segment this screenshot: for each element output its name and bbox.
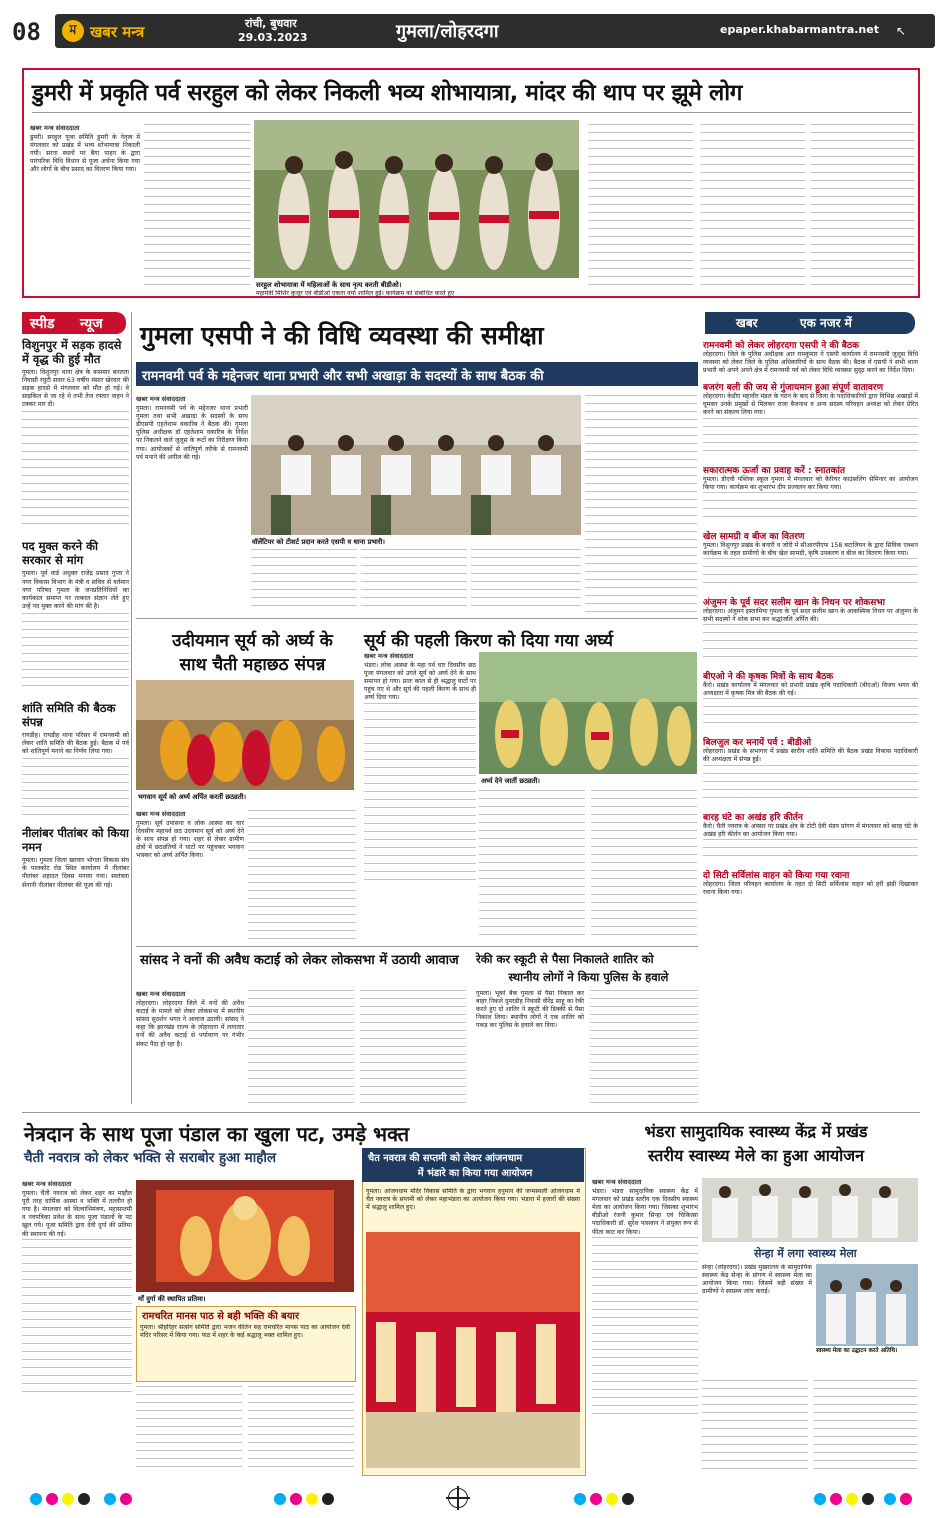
bhandra-col-4 <box>814 1380 918 1474</box>
print-color-bar <box>0 1484 945 1514</box>
sp-story-subhead: रामनवमी पर्व के मद्देनजर थाना प्रभारी और सभी अखाड़ा के सदस्यों के साथ बैठक की <box>142 369 544 384</box>
chhath-left-photo-caption: भगवान सूर्य को अर्घ्य अर्पित करतीं छठव्रती। <box>138 793 247 801</box>
section-divider <box>22 1112 920 1113</box>
chhath-left-photo <box>136 680 354 790</box>
byline: खबर मन्त्र संवाददाता <box>364 652 414 660</box>
brief-item <box>703 463 918 524</box>
senha-photo-caption: स्वास्थ्य मेला का उद्घाटन करते अतिथि। <box>816 1348 898 1354</box>
text-filler <box>703 558 918 590</box>
speed-news-item <box>22 701 129 818</box>
masthead <box>0 0 945 60</box>
story-body: गुमला। चैती नवरात्र को लेकर शहर का माहौल पूरी तरह धार्मिक आस्था व भक्ति में तल्लीन हो गया है। मंगलवार को विल्वाभिमंत्रण, महासप्तमी व नवपत्रिका प्रवेश के साथ पूजा पंडालों के पट खुल गये। पूजा समिति द्वारा देवी दुर्गा की प्रतिमा की स्थापना की गई। <box>22 1190 132 1238</box>
text-filler <box>22 613 129 693</box>
byline: खबर मन्त्र संवाददाता <box>30 124 80 132</box>
bhandra-photo <box>702 1178 918 1242</box>
dateline-date: 29.03.2023 <box>238 31 308 44</box>
page-number: 08 <box>12 18 41 46</box>
speed-news-item <box>22 539 129 692</box>
speed-news-label-b: न्यूज <box>80 316 103 332</box>
brief-title: बिलजुल कर मनायें पर्व : बीडीओ <box>703 738 812 749</box>
scooty-col-1 <box>476 990 584 1106</box>
chhath-left-headline-1: उदीयमान सूर्य को अर्घ्य के <box>172 631 333 651</box>
text-filler <box>703 492 918 524</box>
netradan-headline: नेत्रदान के साथ पूजा पंडाल का खुला पट, उमड़े भक्त <box>24 1122 410 1146</box>
chhath-right-photo <box>479 652 697 774</box>
logo-circle-icon: ম <box>62 20 84 42</box>
speed-news-body: गुमला। पूर्व वार्ड अधुक्त राजेंद्र प्रसाद गुप्ता ने नगर विकास विभाग के मंत्री व सचिव से वर्तमान नगर परिषद गुमला के जनप्रतिनिधियों का कार्यकाल समाप्त पर तत्काल संज्ञान लेते हुए उन्हें पद मुक्त करने की मांग की है। <box>22 570 129 610</box>
brief-body: लोहरदगा। जिले के पुलिस अधीक्षक आर रामकुमार ने एसपी कार्यालय में रामनवमी जुलूस विधि व्यवस्था को लेकर जिले के पुलिस अधिकारियों के साथ बैठक की। बैठक में एसपी ने सभी थाना प्रभारी को अपने अपने क्षेत्र में रामनवमी पर्व को लेकर विधि व्यवस्था सुदृढ़ करने का निर्देश दिया। <box>703 351 918 375</box>
mp-story-col-1 <box>136 990 244 1106</box>
top-story-photo <box>254 120 579 278</box>
anjan-photo <box>366 1232 580 1468</box>
ramcharit-body: गुमला। श्रीहरिहर सत्संग समिति द्वारा भजन कीर्तन सह रामचरित मानस पाठ का आयोजन देवी मंदिर परिसर में किया गया। पाठ में शहर के कई श्रद्धालु भक्त शामिल हुए। <box>140 1324 350 1340</box>
speed-news-title: विशुनपुर में सड़क हादसे में वृद्ध की हुई मौत <box>22 338 122 366</box>
netradan-col-3 <box>136 1386 242 1472</box>
brief-title: बीएओ ने की कृषक मित्रों के साथ बैठक <box>703 672 834 683</box>
text-filler <box>703 765 918 805</box>
section-title: गुमला/लोहरदगा <box>396 21 499 42</box>
meeting-image <box>251 395 581 535</box>
sp-story-photo-caption: वॉलेंटियर को टीशर्ट प्रदान करते एसपी व थाना प्रभारी। <box>252 538 385 546</box>
bhandra-headline-2: स्तरीय स्वास्थ्य मेले का हुआ आयोजन <box>647 1146 864 1165</box>
text-filler <box>703 839 918 863</box>
sp-story-col-3 <box>361 549 467 613</box>
anjan-headline-1: चैत नवरात्र की सप्तमी को लेकर आंजनधाम <box>368 1153 523 1164</box>
speed-news-label-a: स्पीड <box>30 316 55 332</box>
netradan-subhead: चैती नवरात्र को लेकर भक्ति से सराबोर हुआ माहौल <box>24 1150 277 1166</box>
chhath-right-col-3 <box>591 790 697 942</box>
story-lead: डुमरी। सरहुल पूजा समिति डुमरी के नेतृत्व में मंगलवार को प्रखंड में भव्य शोभायात्रा निकाली गयी। सरना स्थलों पर बैगा पाहन के द्वारा पारंपरिक विधि विधान से पूजा अर्चना किया गया और लोगों के बीच प्रसाद का वितरण किया गया। <box>30 134 140 174</box>
mp-story-col-3 <box>360 990 466 1106</box>
health-fair-image <box>702 1178 918 1242</box>
mp-story-headline: सांसद ने वनों की अवैध कटाई को लेकर लोकसभा में उठायी आवाज <box>140 953 459 968</box>
sp-story-headline: गुमला एसपी ने की विधि व्यवस्था की समीक्षा <box>140 321 544 350</box>
scooty-headline-2: स्थानीय लोगों ने किया पुलिस के हवाले <box>508 970 669 984</box>
speed-news-item <box>22 338 129 531</box>
text-filler <box>703 418 918 458</box>
brief-body: गुमला। डीएवी पब्लिक स्कूल गुमला में मंगलवार को कैरियर काउंसलिंग सेमिनार का आयोजन किया गया। कार्यक्रम का शुभारंभ दीप प्रज्वलन कर किया गया। <box>703 475 918 491</box>
chhath-image <box>136 680 354 790</box>
senha-photo <box>816 1264 918 1346</box>
speed-news-body: गुमला। गुमला जिला खरवार भोगता विकास संघ के पालकोट रोड स्थित कार्यालय में नीलांबर पीतांबर शहादत दिवस मनाया गया। स्वतंत्रता सेनानी नीलांबर पीतांबर की पूजा की गई। <box>22 857 129 889</box>
scooty-col-2 <box>590 990 698 1106</box>
brief-body: लोहरदगा। प्रखंड के सभागार में प्रखंड स्तरीय शांति समिति की बैठक प्रखंड विकास पदाधिकारी की अध्यक्षता में संपन्न हुई। <box>703 748 918 764</box>
speed-news-title: पद मुक्त करने की सरकार से मांग <box>22 539 98 568</box>
procession-image <box>254 120 579 278</box>
brief-item <box>703 868 918 897</box>
sp-story-col-1 <box>136 395 248 613</box>
netradan-photo <box>136 1180 354 1292</box>
byline: खबर मन्त्र संवाददाता <box>22 1180 72 1188</box>
chhath-left-headline-2: साथ चैती महाछठ संपन्न <box>179 655 326 675</box>
speed-news-title: नीलांबर पीतांबर को किया नमन <box>22 826 129 855</box>
brief-item <box>703 735 918 804</box>
story-body: गुमला। भूको बैंक गुमला से पैसा निकाल कर बाहर निकले दुमरडीह निवासी वीरेंद्र साहू का रेकी करते हुए दो शातिर ने स्कूटी की डिक्की से पैसा निकाल लिया। स्थानीय लोगों ने एक शातिर को पकड़ कर पुलिस के हवाले कर दिया। <box>476 990 584 1030</box>
dateline-city: रांची, बुधवार <box>245 17 297 30</box>
bhandra-col-1 <box>592 1178 698 1474</box>
text-filler <box>22 411 129 531</box>
anjan-body: गुमला। आंजनधाम मंदिर विकास समिति के द्वारा भगवान हनुमान की जन्मस्थली आंजनधाम में चैत नवरात्र के सप्तमी को लेकर महाभंडारा का आयोजन किया गया। भंडारा में हजारों की संख्या में श्रद्धालु शामिल हुए। <box>366 1188 580 1212</box>
brief-title: खेल सामग्री व बीज का वितरण <box>703 531 805 542</box>
chhath-right-headline: सूर्य की पहली किरण को दिया गया अर्घ्य <box>364 631 614 651</box>
text-filler <box>22 758 129 818</box>
brief-title: अंजुमन के पूर्व सदर सलीम खान के निधन पर शोकसभा <box>703 597 885 608</box>
speed-news-body: रायडीह। रायडीह थाना परिसर में रामनवमी को लेकर शांति समिति की बैठक हुई। बैठक में पर्व को शांतिपूर्ण मनाने का निर्णय लिया गया। <box>22 731 129 756</box>
scooty-headline-1: रेकी कर स्कूटी से पैसा निकालते शातिर को <box>476 952 654 966</box>
speed-news-body: गुमला। विशुनपुर थाना क्षेत्र के कसमार बनलता निवासी रघुटी सवार 63 वर्षीय मंसार खेरवार की सड़क हादसे में मंगलवार को मौत हो गई। वे साइकिल से जा रहे थे तभी तेज रफ्तार वाहन ने टक्कर मार दी। <box>22 369 129 409</box>
brief-title: बजरंग बली की जय से गुंजायमान हुआ संपूर्ण वातावरण <box>703 383 884 394</box>
anjan-headline-2: में भंडारे का किया गया आयोजन <box>417 1168 533 1179</box>
bhandra-col-3 <box>702 1380 808 1474</box>
netradan-col-1 <box>22 1180 132 1472</box>
chhath-right-col-1 <box>364 652 476 942</box>
byline: खबर मन्त्र संवाददाता <box>592 1178 642 1186</box>
byline: खबर मन्त्र संवाददाता <box>136 395 186 403</box>
brand-name: खबर मन्त्र <box>90 23 145 41</box>
senha-title: सेन्हा में लगा स्वास्थ्य मेला <box>754 1247 857 1260</box>
text-filler <box>364 703 476 883</box>
text-filler <box>703 698 918 730</box>
brief-title: सकारात्मक ऊर्जा का प्रवाह करें : स्नातकांत <box>703 465 845 476</box>
top-story-rule <box>32 112 912 113</box>
sp-story-col-4 <box>471 549 581 613</box>
chhath-left-col-2 <box>248 810 356 940</box>
khabar-label-a: खबर <box>736 316 758 330</box>
byline: खबर मन्त्र संवाददाता <box>136 990 186 998</box>
top-story-col-5 <box>810 124 914 292</box>
top-story-col-4 <box>700 124 806 292</box>
brief-body: गुमला। विशुनपुर प्रखंड के बनारी व जोरी में सीआरपीएफ 158 बटालियन के द्वारा सिविक एक्शन कार्यक्रम के तहत ग्रामीणों के बीच खेल सामग्री, कृषि उपकरण व बीज का वितरण किया गया। <box>703 541 918 557</box>
brief-title: रामनवमी को लेकर लोहरदगा एसपी ने की बैठक <box>703 341 860 351</box>
top-story-col-2 <box>144 124 250 292</box>
brief-body: कैरो। प्रखंड कार्यालय में मंगलवार को प्रभारी प्रखंड कृषि पदाधिकारी (बीएओ) विजय भगत की अध्यक्षता में कृषक मित्र की बैठक की गई। <box>703 682 918 698</box>
netradan-photo-caption: माँ दुर्गा की स्थापित प्रतिमा। <box>138 1295 206 1303</box>
top-story-col-3 <box>588 124 694 292</box>
netradan-col-4 <box>248 1386 354 1472</box>
top-story-headline: डुमरी में प्रकृति पर्व सरहुल को लेकर निकली भव्य शोभायात्रा, मांदर की थाप पर झूमे लोग <box>32 80 743 106</box>
brief-item <box>703 529 918 590</box>
brief-title: दो सिटी सर्विलांस वाहन को किया गया रवाना <box>703 870 850 881</box>
brief-item <box>703 810 918 863</box>
speed-news-title: शांति समिति की बैठक संपन्न <box>22 700 116 729</box>
registration-mark-icon <box>448 1488 468 1508</box>
chhath-right-col-2 <box>479 790 585 942</box>
top-story-photo-caption: सरहुल शोभायात्रा में महिलाओं के साथ नृत्य करती बीडीओ। <box>256 280 581 289</box>
sp-story-col-2 <box>251 549 357 613</box>
story-body: भंडरा। भंडरा सामुदायिक स्वास्थ्य केंद्र में मंगलवार को प्रखंड स्तरीय एक दिवसीय स्वास्थ्य मेला का आयोजन किया गया। जिसका शुभारंभ बीडीओ रंजनी कुमार सिन्हा एवं चिकित्सा पदाधिकारी डॉ. सुरेश पासवान ने संयुक्त रूप से फीता काट कर किया। <box>592 1188 698 1236</box>
speed-news-column <box>22 338 129 1103</box>
top-story-photo-caption-2: महामंत्री मिशिर कुजूर एवं बीडीओ एकता वर्मा शामिल हुईं। कार्यक्रम को संबोधित करते हुए <box>256 290 455 297</box>
senha-body: सेन्हा (लोहरदगा)। प्रखंड मुख्यालय के सामुदायिक स्वास्थ्य केंद्र सेन्हा के प्रांगण में स्वास्थ्य मेला का आयोजन किया गया। जिसमें बड़ी संख्या में ग्रामीणों ने स्वास्थ्य जांच कराई। <box>702 1264 812 1296</box>
speed-news-divider <box>131 312 132 1104</box>
brief-body: लोहरदगा। अंजुमन इस्लामिया गुमला के पूर्व सदर सलीम खान के आकस्मिक निधन पर अंजुमन के सभी सदस्यों ने शोक सभा कर श्रद्धांजलि अर्पित की। <box>703 607 918 624</box>
story-body: भंडरा। लोक आस्था के महा पर्व चार दिवसीय छठ पूजा मंगलवार को उगते सूर्य को अर्घ्य देने के साथ समापन हो गया। प्रातः काल से ही श्रद्धालु घाटों पर पहुंच गए थे और सूर्य की पहली किरण के साथ ही अर्घ्य दिया गया। <box>364 662 476 702</box>
story-body: गुमला। रामनवमी पर्व के मद्देनजर थाना प्रभारी गुमला तथा सभी अखाड़ा के सदस्यों के साथ डीएसपी एहतेशाम वकारिब ने बैठक की। गुमला पुलिस अधीक्षक डॉ एहतेशाम वकारिब के निर्देश पर निकलने वाले जुलूस के रूटों का निरीक्षण किया गया। आयोजकों से शांतिपूर्ण तरीके से रामनवमी पर्व मनाने की अपील की गई। <box>136 405 248 461</box>
brief-title: बारह घंटे का अखंड हरि कीर्तन <box>703 812 803 823</box>
brief-body: लोहरदगा। जिला परिवहन कार्यालय के तहत दो सिटी सर्विलांस वाहन को हरी झंडी दिखाकर रवाना किया गया। <box>703 880 918 896</box>
senha-fair-image <box>816 1264 918 1346</box>
arghya-image <box>479 652 697 774</box>
brief-item <box>703 338 918 375</box>
khabar-ek-nazar-column <box>703 338 918 1103</box>
chhath-right-photo-caption: अर्घ्य देने जातीं छठव्रती। <box>481 777 541 785</box>
text-filler <box>22 1239 132 1399</box>
brief-item <box>703 669 918 730</box>
ramcharit-headline: रामचरित मानस पाठ से बही भक्ति की बयार <box>142 1311 299 1322</box>
text-filler <box>703 624 918 664</box>
text-filler <box>592 1237 698 1417</box>
mp-story-col-2 <box>248 990 354 1106</box>
website-url[interactable]: epaper.khabarmantra.net <box>720 23 879 36</box>
bhandra-headline-1: भंडरा सामुदायिक स्वास्थ्य केंद्र में प्रखंड <box>644 1122 868 1141</box>
top-story-col-1 <box>30 124 140 292</box>
story-body: लोहरदगा। लोहरदगा जिले में वनों की अवैध कटाई के मामले को लेकर लोकसभा में स्थानीय सांसद सुदर्शन भगत ने आवाज उठायी। सांसद ने कहा कि झारखंड राज्य के लोहरदगा में लगातार वनों की अवैध कटाई से पर्यावरण पर गंभीर संकट पैदा हो रहा है। <box>136 1000 244 1048</box>
section-divider <box>136 946 698 947</box>
chhath-left-col-1 <box>136 810 244 940</box>
sp-story-col-5 <box>585 395 697 613</box>
brief-item <box>703 380 918 457</box>
bhandara-image <box>366 1232 580 1468</box>
brief-body: लोहरदगा। केडीए महावीर मंडल के गठन के बाद से जिला के पदाधिकारियों द्वारा विभिन्न अखाड़ों में घूमकर उनके प्रमुखों से मिलकर राजा बैजनाथ व अन्य सदस्य परिवहन अध्यक्ष को लेकर प्रेरित करने का संकल्प लिया गया। <box>703 393 918 417</box>
speed-news-item <box>22 826 129 889</box>
cursor-arrow-icon: ↖ <box>896 24 907 38</box>
section-divider <box>136 618 698 619</box>
durga-idol-image <box>136 1180 354 1292</box>
sp-story-photo <box>251 395 581 535</box>
brief-body: कैरो। चैती नवरात्र के अवसर पर प्रखंड क्षेत्र के टोटी देवी मंडप प्रांगण में मंगलवार को बारह घंटे के अखंड हरि कीर्तन का आयोजन किया गया। <box>703 822 918 838</box>
byline: खबर मन्त्र संवाददाता <box>136 810 186 818</box>
story-body: गुमला। सूर्य उपासना व लोक आस्था का चार दिवसीय महापर्व छठ उदयमान सूर्य को अर्घ्य देने के साथ संपन्न हो गया। शहर से लेकर ग्रामीण क्षेत्रों में छठव्रतियों ने घाटों पर पहुंचकर भगवान भास्कर को अर्घ्य अर्पित किया। <box>136 820 244 860</box>
khabar-label-b: एक नजर में <box>800 316 852 330</box>
brief-item <box>703 595 918 664</box>
